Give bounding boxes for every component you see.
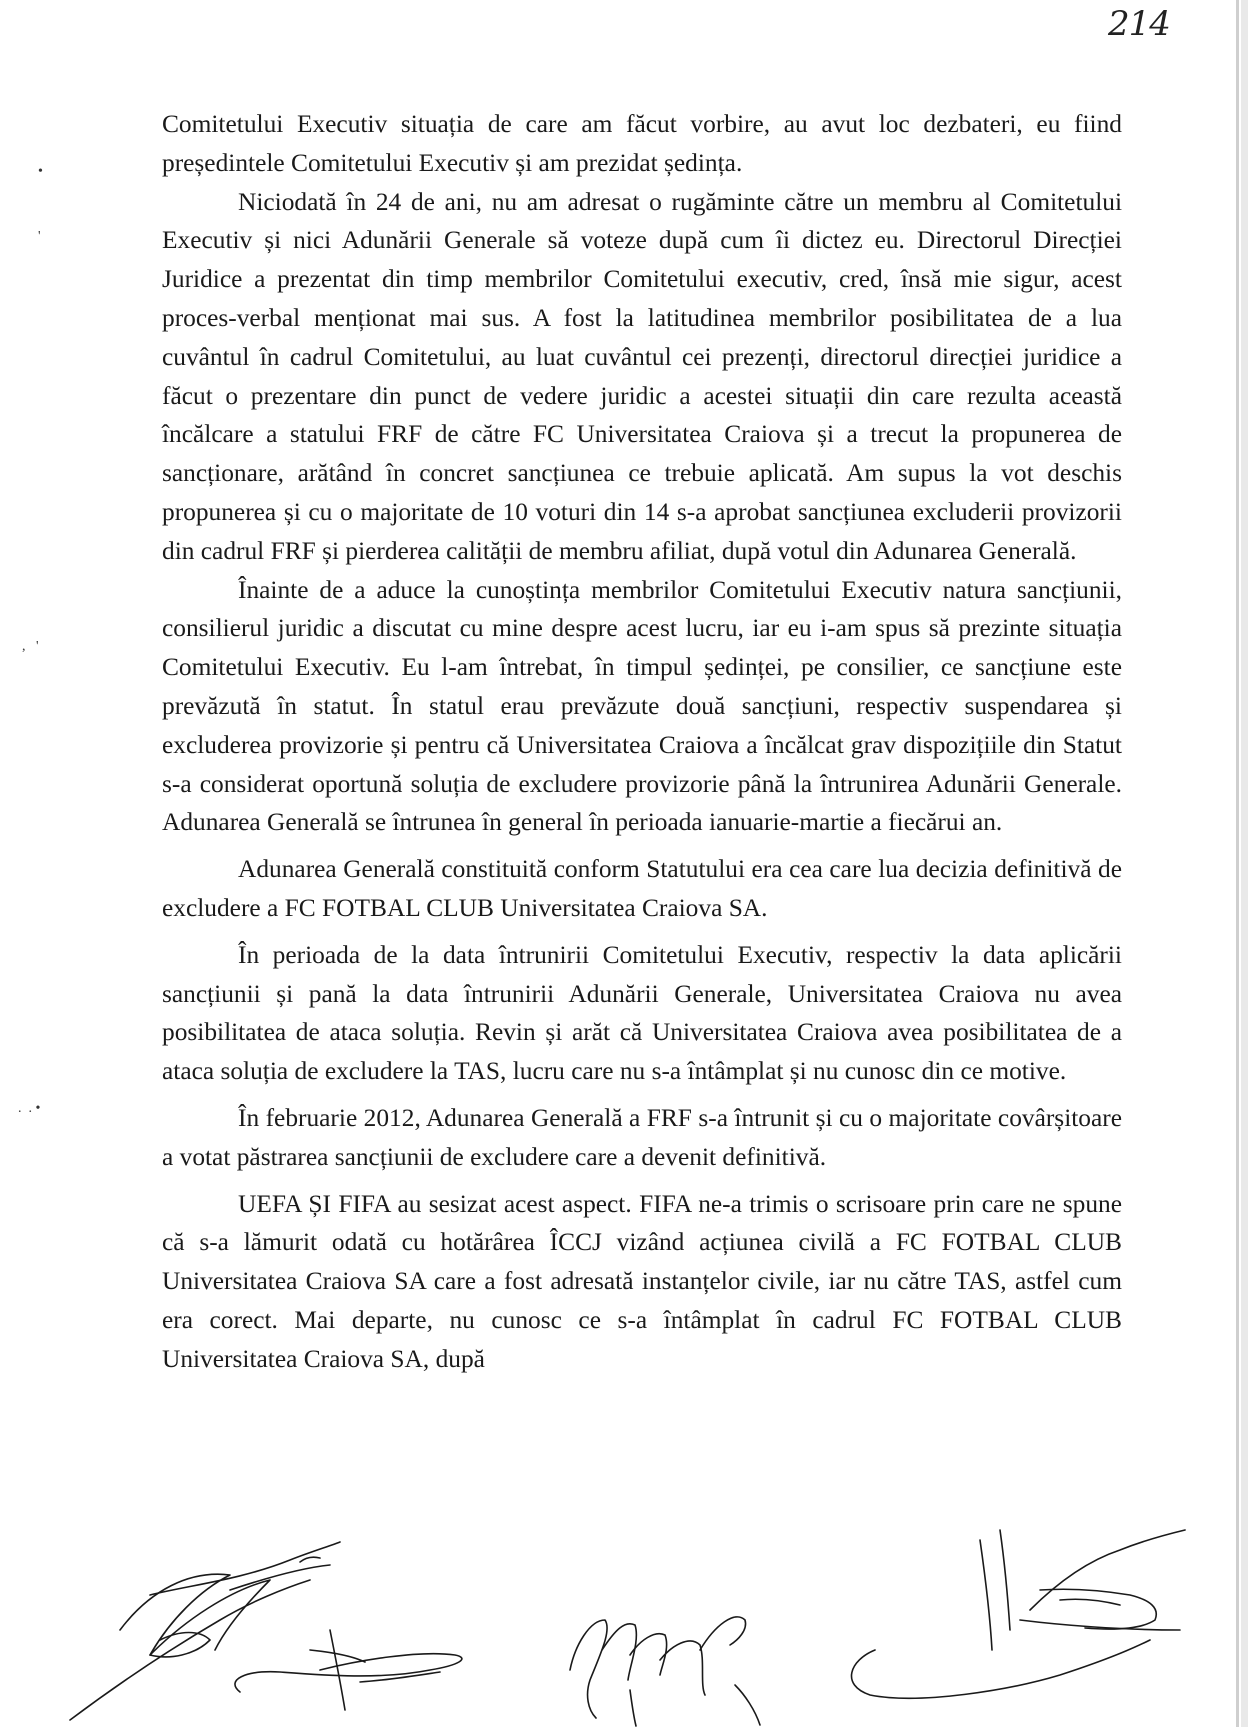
scan-edge-line (1236, 0, 1239, 1727)
signatures-area (0, 1480, 1248, 1727)
signature-1 (70, 1542, 340, 1720)
signatures-svg (0, 1480, 1248, 1727)
paragraph-2: Niciodată în 24 de ani, nu am adresat o rugăminte către un membru al Comitetului Executiv și nici Adunării Generale să voteze după cum îi dictez eu. Directorul Direcției Juridice a prezentat din timp membrilor Comitetului executiv, cred, însă mie sigur, acest proces-verbal menționat mai sus. A fost la latitudinea membrilor posibilitatea de a lua cuvântul în cadrul Comitetului, au luat cuvântul cei prezenți, directorul direcției juridice a făcut o prezentare din punct de vedere juridic a acestei situații din care rezulta această încălcare a statului FRF de către FC Universitatea Craiova și a trecut la propunerea de sancționare, arătând în concret sancțiunea ce trebuie aplicată. Am supus la vot deschis propunerea și cu o majoritate de 10 voturi din 14 s-a aprobat sancțiunea excluderii provizorii din cadrul FRF și pierderea calității de membru afiliat, după votul din Adunarea Generală. (162, 187, 1122, 565)
document-body (162, 105, 1122, 1379)
signature-2 (235, 1630, 462, 1710)
page-number: 214 (1108, 4, 1170, 44)
margin-dot: • (38, 164, 43, 179)
paragraph-4: Adunarea Generală constituită conform Statutului era cea care lua decizia definitivă de excludere a FC FOTBAL CLUB Universitatea Craiova SA. (162, 855, 1122, 922)
paragraph-1: Comitetului Executiv situația de care am făcut vorbire, au avut loc dezbateri, eu fiind președintele Comitetului Executiv și am prezidat ședința. (162, 110, 1122, 177)
margin-dot: , ' (22, 639, 39, 654)
paragraph-5: În perioada de la data întrunirii Comitetului Executiv, respectiv la data aplicării sancțiunii și pană la data întrunirii Adunării Generale, Universitatea Craiova nu avea posibilitatea de ataca soluția. Revin și arăt că Universitatea Craiova avea posibilitatea de a ataca soluția de excludere la TAS, lucru care nu s-a întâmplat și nu cunosc din ce motive. (162, 940, 1122, 1086)
margin-dot: . . • (18, 1101, 41, 1116)
paragraph-3: Înainte de a aduce la cunoștința membrilor Comitetului Executiv natura sancțiunii, consilierul juridic a discutat cu mine despre acest lucru, iar eu i-am spus să prezinte situația Comitetului Executiv. Eu l-am întrebat, în timpul ședinței, pe consilier, ce sancțiune este prevăzută în statut. În statul erau prevăzute două sancțiuni, respectiv suspendarea și excluderea provizorie și pentru că Universitatea Craiova a încălcat grav dispozițiile din Statut s-a considerat oportună soluția de excludere provizorie până la întrunirea Adunării Generale. Adunarea Generală se întrunea în general în perioada ianuarie-martie a fiecărui an. (162, 575, 1122, 837)
margin-dot: ' (38, 229, 41, 244)
signature-3 (570, 1617, 760, 1726)
paragraph-7: UEFA ȘI FIFA au sesizat acest aspect. FIFA ne-a trimis o scrisoare prin care ne spune că s-a lămurit odată cu hotărârea ÎCCJ vizând acțiunea civilă a FC FOTBAL CLUB Universitatea Craiova SA care a fost adresată instanțelor civile, iar nu către TAS, astfel cum era corect. Mai departe, nu cunosc ce s-a întâmplat în cadrul FC FOTBAL CLUB Universitatea Craiova SA, după (162, 1189, 1122, 1373)
scan-edge-shadow (1241, 0, 1248, 1727)
signature-4 (851, 1530, 1185, 1698)
paragraph-6: În februarie 2012, Adunarea Generală a FRF s-a întrunit și cu o majoritate covârșitoare a votat păstrarea sancțiunii de excludere care a devenit definitivă. (162, 1103, 1122, 1171)
